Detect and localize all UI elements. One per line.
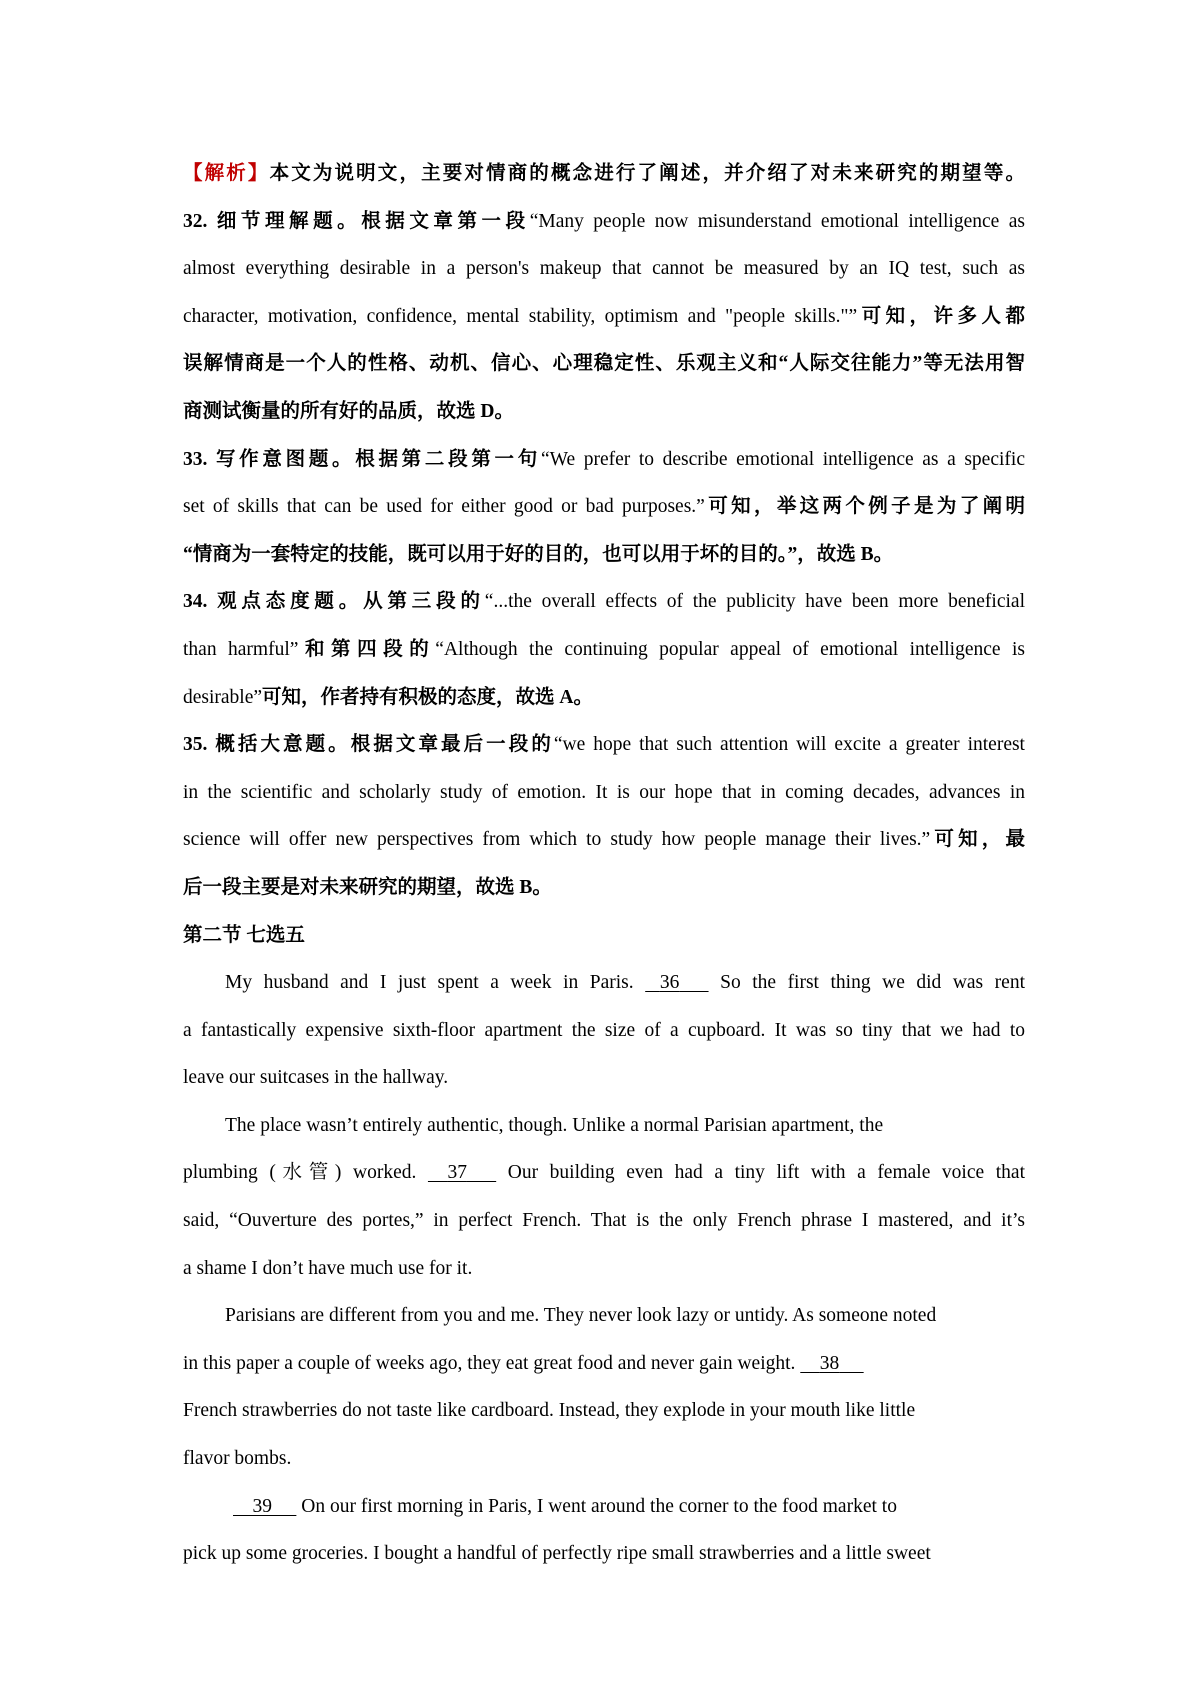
q32-line-4: 误解情商是一个人的性格、动机、信心、心理稳定性、乐观主义和“人际交往能力”等无法用智 [183, 353, 1025, 375]
blank-39[interactable] [233, 1483, 296, 1531]
passage-p2-line-2 [183, 1149, 1025, 1197]
q35-line-1 [183, 721, 1025, 769]
blank-37-number: 37 [447, 1162, 467, 1184]
passage-p3-line-2 [183, 1340, 1025, 1388]
analysis-line [183, 150, 1025, 198]
passage-p2-line-2-a: plumbing (水管) worked. [183, 1162, 417, 1184]
passage-p3-line-1: Parisians are different from you and me. They never look lazy or untidy. As someone noted [225, 1305, 937, 1327]
q32-line-3-en: character, motivation, confidence, mental stability, optimism and "people skills."” [183, 305, 858, 327]
q34-line-1 [183, 578, 1025, 626]
q34-line-2 [183, 626, 1025, 674]
passage-p1-line-1 [183, 959, 1025, 1007]
q33-line-2-en: set of skills that can be used for either good or bad purposes.” [183, 496, 705, 518]
passage-p1-line-2: a fantastically expensive sixth-floor apartment the size of a cupboard. It was so tiny that we had to [183, 1019, 1025, 1041]
q33-head: 33. 写作意图题。根据第二段第一句 [183, 448, 541, 470]
passage-p2-line-1: The place wasn’t entirely authentic, though. Unlike a normal Parisian apartment, the [225, 1114, 884, 1136]
blank-36[interactable] [645, 959, 708, 1007]
q33-line-3: “情商为一套特定的技能，既可以用于好的目的，也可以用于坏的目的。”，故选 B。 [183, 543, 894, 565]
q33-quote: “We prefer to describe emotional intelligence as a specific [540, 448, 1025, 470]
passage-p2-line-2-b: Our building even had a tiny lift with a female voice that [507, 1162, 1025, 1184]
q35-line-4: 后一段主要是对未来研究的期望，故选 B。 [183, 876, 552, 898]
analysis-tag: 【解析】 [183, 163, 270, 184]
blank-39-number: 39 [252, 1495, 272, 1517]
q34-quote: “...the overall effects of the publicity have been more beneficial [484, 591, 1025, 613]
q32-line-3 [183, 293, 1025, 341]
q32-line-1 [183, 198, 1025, 246]
q35-line-2: in the scientific and scholarly study of emotion. It is our hope that in coming decades, advances in [183, 781, 1025, 803]
q35-line-3 [183, 816, 1025, 864]
blank-37[interactable] [428, 1149, 496, 1197]
q34-line-2-en-2: “Although the continuing popular appeal of emotional intelligence is [435, 638, 1025, 660]
q33-line-1 [183, 436, 1025, 484]
q35-quote: “we hope that such attention will excite a greater interest [553, 734, 1025, 756]
section-title: 第二节 七选五 [183, 924, 305, 946]
passage-p3-line-3: French strawberries do not taste like cardboard. Instead, they explode in your mouth like little [183, 1400, 916, 1422]
passage-p4-line-1 [183, 1483, 1025, 1531]
q32-line-5: 商测试衡量的所有好的品质，故选 D。 [183, 400, 514, 422]
blank-38-number: 38 [819, 1352, 840, 1374]
passage-p3-line-4: flavor bombs. [183, 1448, 292, 1470]
q35-head: 35. 概括大意题。根据文章最后一段的 [183, 734, 554, 756]
q34-line-3-cn: 可知，作者持有积极的态度，故选 A。 [262, 686, 594, 708]
q33-line-2 [183, 483, 1025, 531]
q35-line-3-cn: 可知，最 [930, 829, 1025, 851]
q32-quote: “Many people now misunderstand emotional intelligence as [529, 210, 1025, 232]
q35-line-3-en: science will offer new perspectives from which to study how people manage their lives.” [183, 829, 931, 851]
passage-p3-line-2-a: in this paper a couple of weeks ago, they eat great food and never gain weight. [183, 1352, 796, 1374]
q33-line-2-cn: 可知，举这两个例子是为了阐明 [704, 496, 1025, 518]
document-page [183, 150, 1025, 1578]
q34-line-3-en: desirable” [183, 686, 263, 708]
passage-p1-line-3: leave our suitcases in the hallway. [183, 1067, 449, 1089]
passage-p4-line-2: pick up some groceries. I bought a handful of perfectly ripe small strawberries and a little sweet [183, 1543, 931, 1565]
analysis-text: 本文为说明文，主要对情商的概念进行了阐述，并介绍了对未来研究的期望等。 [269, 163, 1025, 184]
passage-p1-line-1-b: So the first thing we did was rent [720, 972, 1025, 994]
passage-p2-line-3: said, “Ouverture des portes,” in perfect French. That is the only French phrase I mastered, and it’s [183, 1210, 1025, 1232]
q32-line-3-cn: 可知，许多人都 [857, 305, 1025, 327]
q32-line-2: almost everything desirable in a person's makeup that cannot be measured by an IQ test, such as [183, 258, 1025, 280]
blank-38[interactable] [800, 1340, 863, 1388]
passage-p4-line-1-b: On our first morning in Paris, I went around the corner to the food market to [301, 1495, 897, 1517]
passage-p2-line-4: a shame I don’t have much use for it. [183, 1257, 473, 1279]
q34-line-2-en-1: than harmful” [183, 638, 299, 660]
blank-36-number: 36 [659, 972, 680, 994]
q34-head: 34. 观点态度题。从第三段的 [183, 591, 485, 613]
q32-head: 32. 细节理解题。根据文章第一段 [183, 210, 530, 232]
q34-line-2-cn: 和第四段的 [298, 638, 436, 660]
q34-line-3 [183, 674, 1025, 722]
passage-p1-line-1-a: My husband and I just spent a week in Paris. [225, 972, 634, 994]
